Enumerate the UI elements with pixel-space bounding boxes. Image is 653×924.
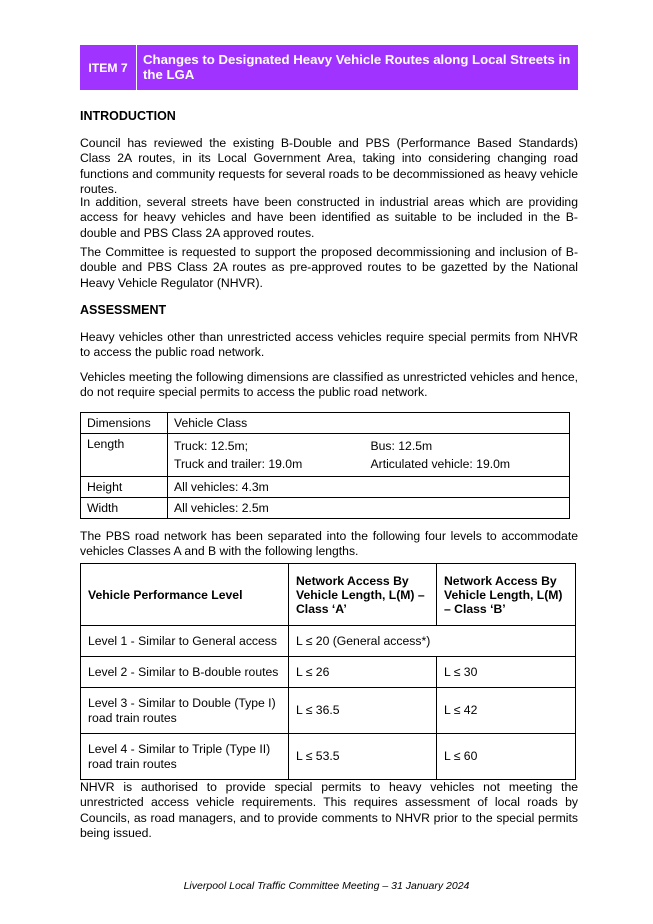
dimensions-table — [80, 412, 570, 519]
table-header-cell: Network Access By Vehicle Length, L(M) – Class ‘B’ — [437, 564, 576, 626]
table-cell: Level 2 - Similar to B-double routes — [81, 657, 289, 688]
table-header-cell: Dimensions — [81, 413, 168, 434]
table-row — [81, 734, 576, 780]
page-footer: Liverpool Local Traffic Committee Meeting – 31 January 2024 — [183, 880, 470, 892]
table-row — [81, 434, 570, 477]
table-cell: All vehicles: 4.3m — [168, 477, 570, 498]
table-cell: L ≤ 60 — [437, 734, 576, 780]
table-cell: L ≤ 53.5 — [289, 734, 437, 780]
assessment-heading: ASSESSMENT — [80, 303, 167, 317]
table-cell: All vehicles: 2.5m — [168, 498, 570, 519]
table-cell: Level 4 - Similar to Triple (Type II) road train routes — [81, 734, 289, 780]
table-cell — [168, 434, 365, 477]
table-row — [81, 564, 576, 626]
intro-paragraph-2: In addition, several streets have been constructed in industrial areas which are providing access for heavy vehicles and have been identified as suitable to be included in the B-double and PBS Class 2A approved routes. — [80, 195, 578, 240]
table-cell: L ≤ 42 — [437, 688, 576, 734]
pbs-intro-paragraph: The PBS road network has been separated into the following four levels to accommodate vehicles Classes A and B with the following lengths. — [80, 529, 578, 559]
table-cell: Level 3 - Similar to Double (Type I) road train routes — [81, 688, 289, 734]
length-value: Truck and trailer: 19.0m — [174, 457, 303, 471]
table-cell: Length — [81, 434, 168, 477]
table-cell: L ≤ 36.5 — [289, 688, 437, 734]
table-header-cell: Vehicle Performance Level — [81, 564, 289, 626]
item-banner — [80, 45, 578, 90]
table-cell: L ≤ 30 — [437, 657, 576, 688]
length-value: Articulated vehicle: 19.0m — [370, 457, 511, 471]
intro-paragraph-3: The Committee is requested to support the proposed decommissioning and inclusion of B-double and PBS Class 2A routes as pre-approved routes to be gazetted by the National Heavy Vehicle Regulator (NHVR). — [80, 245, 578, 290]
item-title: Changes to Designated Heavy Vehicle Routes along Local Streets in the LGA — [143, 52, 571, 82]
table-row — [81, 688, 576, 734]
table-row — [81, 626, 576, 657]
pbs-table — [80, 563, 576, 780]
assessment-paragraph-2: Vehicles meeting the following dimensions are classified as unrestricted vehicles and hence, do not require special permits to access the public road network. — [80, 370, 578, 400]
table-cell: L ≤ 26 — [289, 657, 437, 688]
closing-paragraph: NHVR is authorised to provide special permits to heavy vehicles not meeting the unrestricted access vehicle requirements. This requires assessment of local roads by Councils, as road managers, and to provide comments to NHVR prior to the special permits being issued. — [80, 780, 578, 841]
table-cell — [365, 434, 570, 477]
assessment-paragraph-1: Heavy vehicles other than unrestricted access vehicles require special permits from NHVR to access the public road network. — [80, 330, 578, 360]
table-row — [81, 498, 570, 519]
length-value: Bus: 12.5m — [370, 439, 433, 453]
table-row — [81, 477, 570, 498]
table-header-cell: Vehicle Class — [168, 413, 570, 434]
intro-paragraph-1: Council has reviewed the existing B-Double and PBS (Performance Based Standards) Class 2A routes, in its Local Government Area, taking into considering changing road functions and community requests for several roads to be decommissioned as heavy vehicle routes. — [80, 136, 578, 197]
introduction-heading: INTRODUCTION — [80, 109, 176, 123]
table-cell: Level 1 - Similar to General access — [81, 626, 289, 657]
length-value: Truck: 12.5m; — [174, 439, 249, 453]
table-cell: Width — [81, 498, 168, 519]
table-row — [81, 413, 570, 434]
table-cell: Height — [81, 477, 168, 498]
table-cell: L ≤ 20 (General access*) — [289, 626, 576, 657]
table-header-cell: Network Access By Vehicle Length, L(M) – Class ‘A’ — [289, 564, 437, 626]
table-row — [81, 657, 576, 688]
item-number: ITEM 7 — [80, 45, 137, 90]
